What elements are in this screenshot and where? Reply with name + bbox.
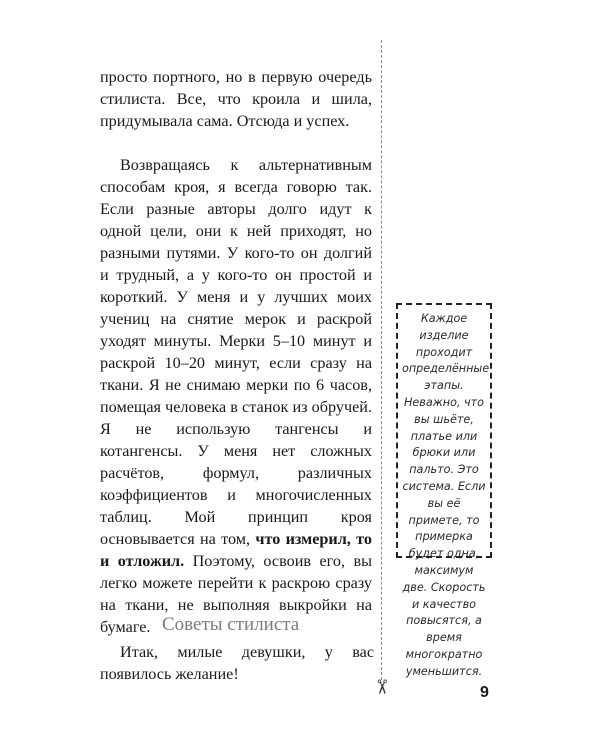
emphasis-phrase: что измерил, то и отложил. [100, 530, 372, 570]
closing-paragraph [100, 641, 374, 685]
section-heading: Советы стилиста [162, 614, 300, 635]
paragraph-2-start: Возвращаясь к альтернативным способам кроя, я всегда говорю так. Если разные авторы долго идут к одной цели, они к ней приходят, но разными путями. У кого-то он долгий и трудный, а у кого-то он простой и короткий. У меня и у лучших моих учениц на снятие мерок и раскрой уходят минуты. Мерки 5–10 минут и раскрой 10–20 минут, если сразу на ткани. Я не снимаю мерки по 6 часов, помещая человека в станок из обручей. Я не использую тангенсы и котангенсы. У меня нет сложных расчётов, формул, различных коэффициентов и многочисленных таблиц. Мой принцип кроя основывается на том, [100, 156, 372, 548]
closing-text: Итак, милые девушки, у вас появилось желание! [100, 643, 374, 683]
page-number: 9 [480, 684, 489, 701]
paragraph-2 [100, 154, 372, 638]
dashed-cut-line [381, 40, 382, 680]
sidebar-note-text: Каждое изделие проходит определённые этапы. Неважно, что вы шьёте, платье или брюки или пальто. Это система. Если вы её примете, то примерка будет одна, максимум две. Скорость и качество повысятся, а время многократно уменьшится. [402, 312, 490, 678]
paragraph-1: просто портного, но в первую очередь стилиста. Все, что кроила и шила, придумывала сама. Отсюда и успех. [100, 68, 372, 130]
sidebar-note-box [396, 303, 492, 678]
paragraph-2-end: Поэтому, освоив его, вы легко можете перейти к раскрою сразу на ткани, не выполняя выкройки на бумаге. [100, 552, 372, 636]
main-text-column [100, 66, 372, 638]
scissors-icon: ✂ [370, 678, 394, 696]
